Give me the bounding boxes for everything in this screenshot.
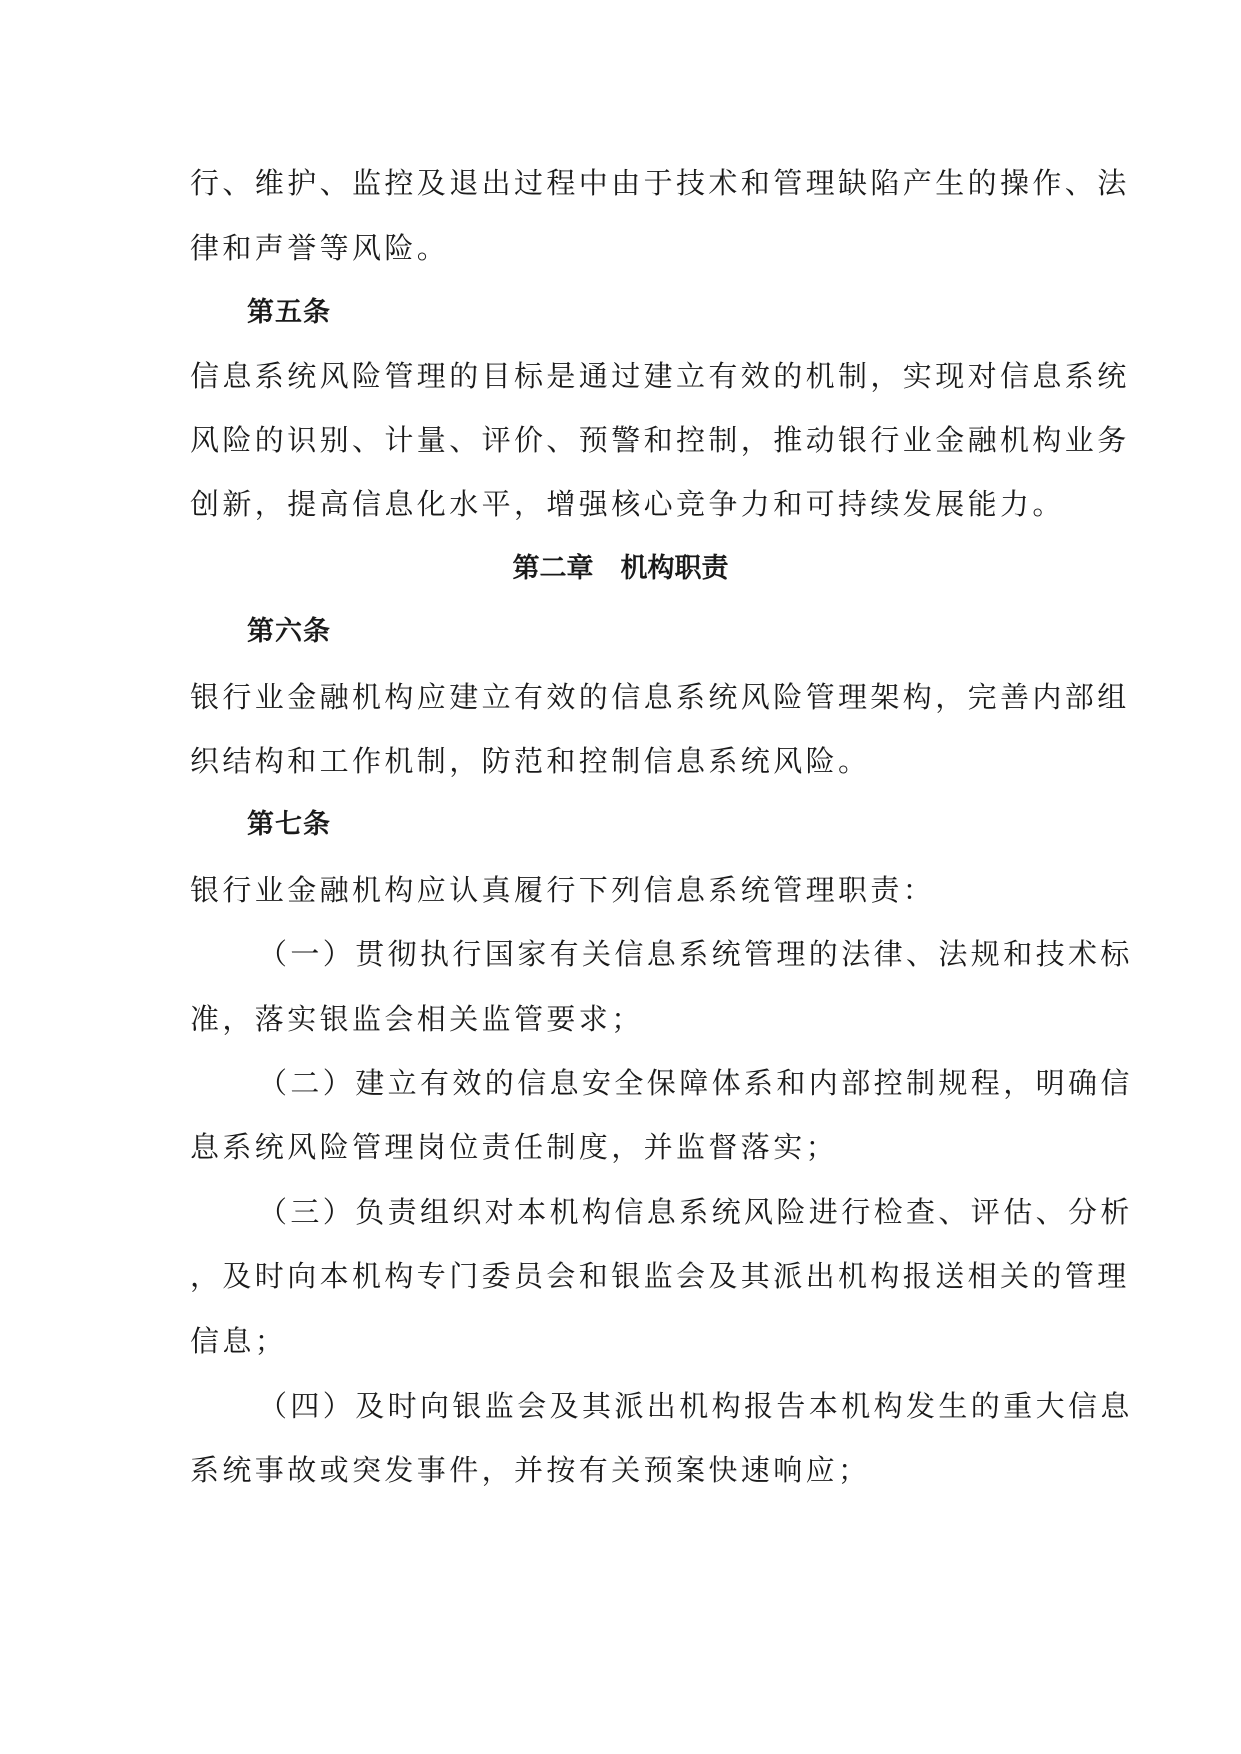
list-item-line: （四）及时向银监会及其派出机构报告本机构发生的重大信息 xyxy=(258,1389,1133,1423)
body-line: 创新，提高信息化水平，增强核心竞争力和可持续发展能力。 xyxy=(190,487,1065,521)
list-item-line: （二）建立有效的信息安全保障体系和内部控制规程，明确信 xyxy=(258,1066,1133,1100)
article-heading-7: 第七条 xyxy=(247,809,331,840)
body-line: 信息； xyxy=(190,1324,288,1358)
list-item-line: （一）贯彻执行国家有关信息系统管理的法律、法规和技术标 xyxy=(258,937,1133,971)
article-heading-5: 第五条 xyxy=(247,297,331,328)
body-line: ，及时向本机构专门委员会和银监会及其派出机构报送相关的管理 xyxy=(190,1259,1130,1293)
body-line: 律和声誉等风险。 xyxy=(190,231,450,265)
body-line: 信息系统风险管理的目标是通过建立有效的机制，实现对信息系统 xyxy=(190,359,1130,393)
chapter-heading: 第二章 机构职责 xyxy=(512,553,729,584)
body-line: 息系统风险管理岗位责任制度，并监督落实； xyxy=(190,1130,839,1164)
body-line: 系统事故或突发事件，并按有关预案快速响应； xyxy=(190,1453,871,1487)
body-line: 准，落实银监会相关监管要求； xyxy=(190,1002,644,1036)
body-line: 风险的识别、计量、评价、预警和控制，推动银行业金融机构业务 xyxy=(190,423,1130,457)
body-line: 银行业金融机构应建立有效的信息系统风险管理架构，完善内部组 xyxy=(190,680,1130,714)
list-item-line: （三）负责组织对本机构信息系统风险进行检查、评估、分析 xyxy=(258,1195,1133,1229)
body-line: 织结构和工作机制，防范和控制信息系统风险。 xyxy=(190,744,871,778)
body-line: 银行业金融机构应认真履行下列信息系统管理职责： xyxy=(190,873,936,907)
body-line: 行、维护、监控及退出过程中由于技术和管理缺陷产生的操作、法 xyxy=(190,166,1130,200)
article-heading-6: 第六条 xyxy=(247,616,331,647)
